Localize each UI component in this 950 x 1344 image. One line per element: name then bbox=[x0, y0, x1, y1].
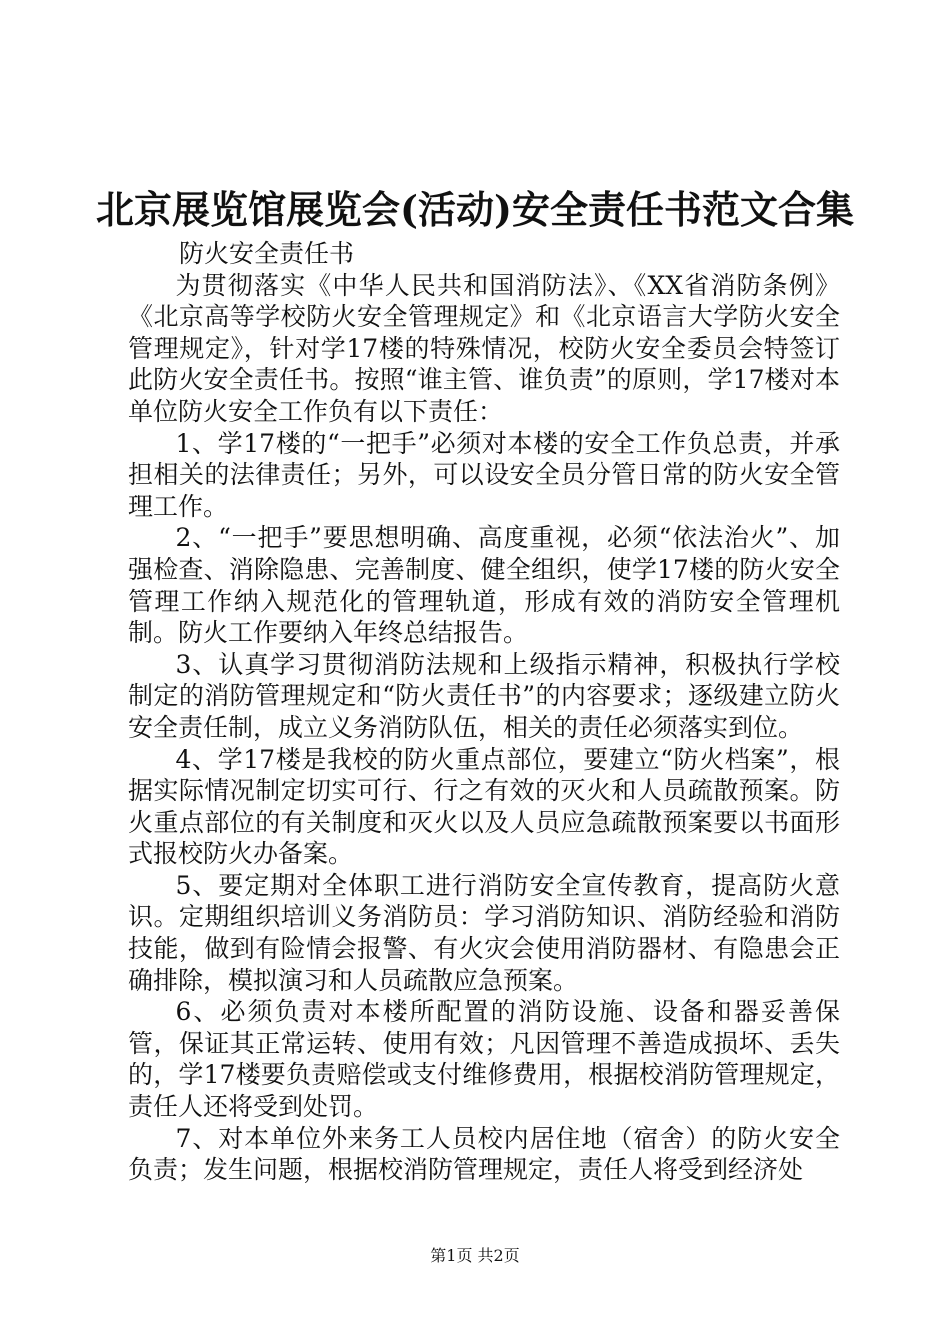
clause-6-paragraph: 6、必须负责对本楼所配置的消防设施、设备和器妥善保管，保证其正常运转、使用有效；凡因管理不善造成损坏、丢失的，学17楼要负责赔偿或支付维修费用，根据校消防管理规定，责任人还将受到处罚。 bbox=[128, 997, 840, 1122]
document-title: 北京展览馆展览会(活动)安全责任书范文合集 bbox=[96, 187, 854, 232]
page-footer: 第1页 共2页 bbox=[430, 1246, 520, 1265]
clause-2-paragraph: 2、“一把手”要思想明确、高度重视，必须“依法治火”、加强检查、消除隐患、完善制度、健全组织，使学17楼的防火安全管理工作纳入规范化的管理轨道，形成有效的消防安全管理机制。防火工作要纳入年终总结报告。 bbox=[128, 523, 840, 648]
clause-3-paragraph: 3、认真学习贯彻消防法规和上级指示精神，积极执行学校制定的消防管理规定和“防火责任书”的内容要求；逐级建立防火安全责任制，成立义务消防队伍，相关的责任必须落实到位。 bbox=[128, 649, 840, 742]
intro-paragraph: 为贯彻落实《中华人民共和国消防法》、《XX省消防条例》《北京高等学校防火安全管理规定》和《北京语言大学防火安全管理规定》，针对学17楼的特殊情况，校防火安全委员会特签订此防火安全责任书。按照“谁主管、谁负责”的原则，学17楼对本单位防火安全工作负有以下责任： bbox=[128, 270, 840, 426]
clause-5-paragraph: 5、要定期对全体职工进行消防安全宣传教育，提高防火意识。定期组织培训义务消防员：学习消防知识、消防经验和消防技能，做到有险情会报警、有火灾会使用消防器材、有隐患会正确排除，模拟演习和人员疏散应急预案。 bbox=[128, 870, 840, 995]
section-subtitle: 防火安全责任书 bbox=[179, 239, 355, 268]
document-body bbox=[128, 238, 840, 1186]
clause-1-paragraph: 1、学17楼的“一把手”必须对本楼的安全工作负总责，并承担相关的法律责任；另外，可以设安全员分管日常的防火安全管理工作。 bbox=[128, 428, 840, 521]
clause-4-paragraph: 4、学17楼是我校的防火重点部位，要建立“防火档案”，根据实际情况制定切实可行、行之有效的灭火和人员疏散预案。防火重点部位的有关制度和灭火以及人员应急疏散预案要以书面形式报校防火办备案。 bbox=[128, 744, 840, 869]
clause-7-paragraph: 7、对本单位外来务工人员校内居住地（宿舍）的防火安全负责；发生问题，根据校消防管理规定，责任人将受到经济处 bbox=[128, 1123, 840, 1185]
